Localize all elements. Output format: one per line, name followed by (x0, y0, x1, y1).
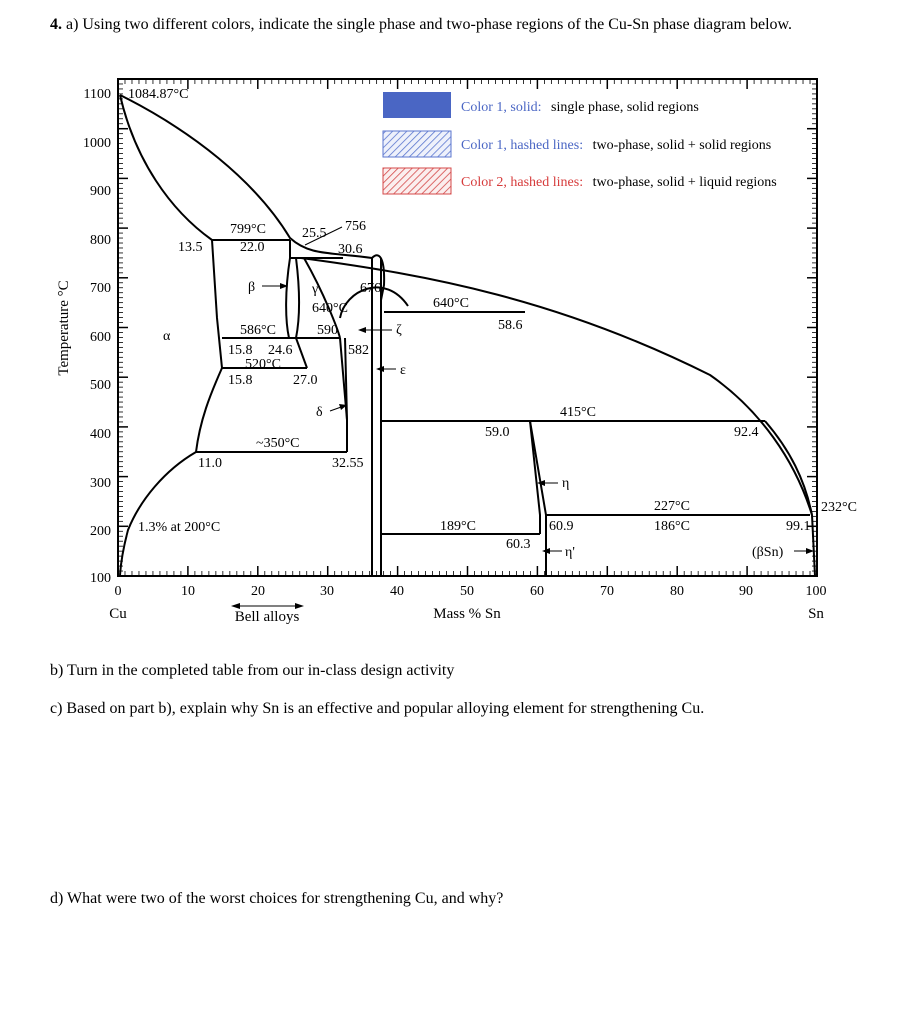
label-232: 232°C (821, 500, 857, 515)
legend-swatch-hatched-blue (383, 131, 451, 157)
legend-desc-1: single phase, solid regions (551, 100, 699, 115)
label-582: 582 (348, 343, 369, 358)
x-tick-label: 60 (530, 584, 544, 599)
label-227: 227°C (654, 499, 690, 514)
solidus-alpha (120, 95, 212, 240)
x-tick-label: 10 (181, 584, 195, 599)
label-58-6: 58.6 (498, 318, 523, 333)
svg-text:Color 2, hashed lines: t (461, 175, 777, 190)
x-tick-label: 50 (460, 584, 474, 599)
label-60-9: 60.9 (549, 519, 574, 534)
y-tick-label: 200 (90, 524, 111, 539)
legend-desc-3: two-phase, solid + liquid regions (592, 175, 777, 190)
cu-melt-label: 1084.87°C (128, 87, 189, 102)
svg-text:Color 1, hashed lines: t (461, 138, 771, 153)
label-186: 186°C (654, 519, 690, 534)
alpha-solvus-lower (196, 368, 222, 452)
label-586: 586°C (240, 323, 276, 338)
sn-solidus (812, 515, 815, 576)
label-22-0: 22.0 (240, 240, 265, 255)
question-part-a-text: a) Using two different colors, indicate the single phase and two-phase regions of the Cu-Sn phase diagram below. (66, 16, 793, 33)
y-tick-label: 500 (90, 378, 111, 393)
y-tick-label: 900 (90, 184, 111, 199)
label-799: 799°C (230, 222, 266, 237)
y-tick-label: 400 (90, 427, 111, 442)
y-axis-label: Temperature °C (56, 280, 72, 376)
label-delta: δ (316, 405, 323, 420)
label-415: 415°C (560, 405, 596, 420)
beta-left (286, 240, 290, 338)
label-zeta: ζ (396, 323, 402, 338)
label-beta-sn: (βSn) (752, 545, 784, 560)
bell-alloys-label: Bell alloys (234, 609, 300, 625)
y-tick-label: 600 (90, 330, 111, 345)
label-99-1: 99.1 (786, 519, 811, 534)
label-640-left: 640°C (312, 301, 348, 316)
label-eta-prime: η' (565, 545, 575, 560)
label-350: ~350°C (256, 436, 300, 451)
label-60-3: 60.3 (506, 537, 531, 552)
svg-text:Color 1, solid: single p (461, 100, 699, 115)
question-part-b: b) Turn in the completed table from our in-class design activity (50, 662, 455, 679)
label-756: 756 (345, 219, 366, 234)
label-32-55: 32.55 (332, 456, 364, 471)
bell-alloys-arrowhead-right (295, 603, 304, 609)
x-tick-label: 80 (670, 584, 684, 599)
label-25-5: 25.5 (302, 226, 327, 241)
alpha-solvus-upper (212, 240, 222, 368)
y-tick-label: 700 (90, 281, 111, 296)
zeta-pointer-head (358, 327, 366, 333)
legend-swatch-solid-blue (383, 92, 451, 118)
alpha-solvus-low-temp (120, 452, 196, 575)
cu-label: Cu (109, 606, 127, 622)
label-27-0: 27.0 (293, 373, 318, 388)
x-tick-label: 40 (390, 584, 404, 599)
label-676: 676 (360, 281, 381, 296)
liquidus-sn-rich (301, 258, 812, 515)
label-92-4: 92.4 (734, 425, 759, 440)
x-tick-label: 100 (805, 584, 827, 599)
x-tick-label: 70 (600, 584, 614, 599)
question-part-d: d) What were two of the worst choices for strengthening Cu, and why? (50, 890, 504, 907)
label-13-5: 13.5 (178, 240, 203, 255)
eta-left (530, 421, 540, 534)
y-tick-label: 1000 (83, 136, 111, 151)
major-ticks (118, 79, 817, 576)
x-tick-label: 20 (251, 584, 265, 599)
label-beta: β (248, 280, 256, 295)
x-tick-label: 0 (114, 584, 122, 599)
label-30-6: 30.6 (338, 242, 363, 257)
beta-right (290, 258, 299, 338)
label-eta: η (562, 476, 570, 491)
plot-frame (118, 79, 817, 576)
label-189: 189°C (440, 519, 476, 534)
label-epsilon: ε (400, 363, 406, 378)
legend-swatch-hatched-red (383, 168, 451, 194)
legend-key-3: Color 2, hashed lines: (461, 175, 584, 190)
y-tick-label: 300 (90, 476, 111, 491)
x-tick-label: 30 (320, 584, 334, 599)
legend (383, 92, 777, 194)
label-alpha: α (163, 329, 171, 344)
x-axis-label: Mass % Sn (433, 606, 501, 622)
label-1-3: 1.3% at 200°C (138, 520, 221, 535)
y-tick-label: 100 (90, 571, 111, 586)
question-number: 4. (50, 16, 62, 33)
label-gamma: γ (312, 282, 319, 297)
label-15-8-upper: 15.8 (228, 343, 253, 358)
legend-key-2: Color 1, hashed lines: (461, 138, 584, 153)
question-part-c: c) Based on part b), explain why Sn is an effective and popular alloying element for strengthening Cu. (50, 700, 705, 717)
y-tick-label: 1100 (83, 87, 111, 102)
label-24-6: 24.6 (268, 343, 293, 358)
sn-label: Sn (808, 606, 824, 622)
legend-key-1: Color 1, solid: (461, 100, 542, 115)
delta-left (296, 338, 307, 368)
label-640-right: 640°C (433, 296, 469, 311)
y-tick-label: 800 (90, 233, 111, 248)
label-59-0: 59.0 (485, 425, 510, 440)
minor-ticks (118, 79, 817, 576)
x-tick-label: 90 (739, 584, 753, 599)
label-520: 520°C (245, 357, 281, 372)
label-15-8-lower: 15.8 (228, 373, 253, 388)
label-590: 590 (317, 323, 338, 338)
label-11-0: 11.0 (198, 456, 222, 471)
legend-desc-2: two-phase, solid + solid regions (592, 138, 772, 153)
